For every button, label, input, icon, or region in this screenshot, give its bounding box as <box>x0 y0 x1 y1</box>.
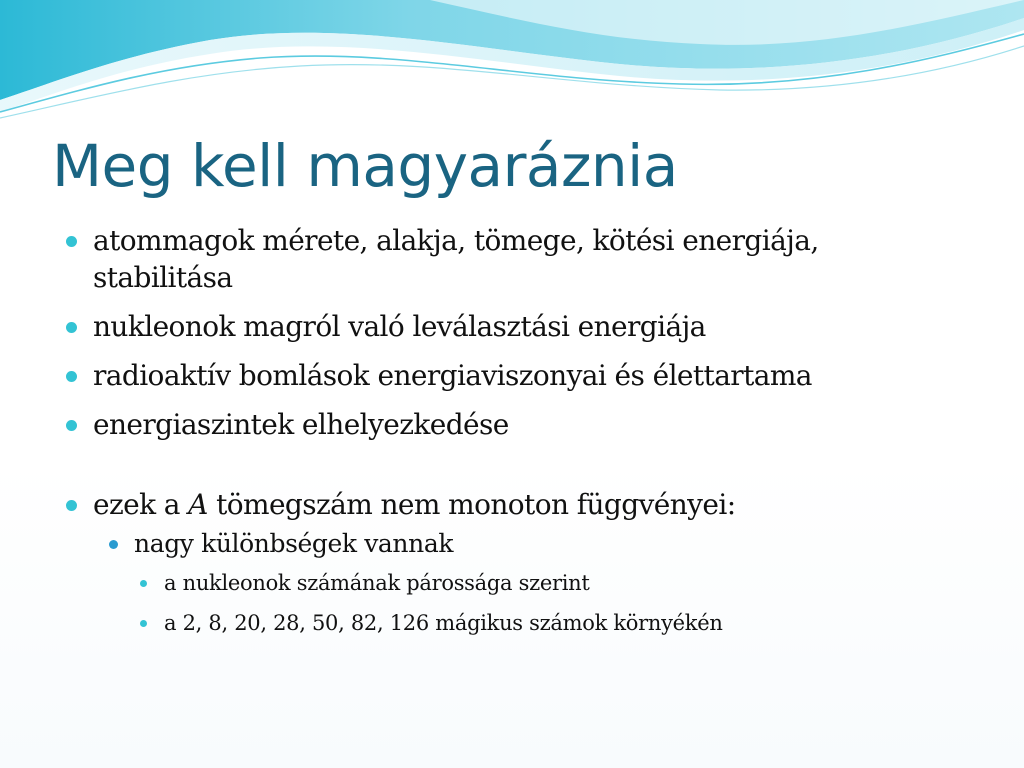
bullet-text-before: ezek a <box>93 488 189 521</box>
bullet-text: energiaszintek elhelyezkedése <box>93 408 509 441</box>
bullet-item <box>60 308 960 345</box>
sub-sub-bullet-dot <box>140 620 147 627</box>
sub-sub-bullet-text: a 2, 8, 20, 28, 50, 82, 126 mágikus számok környékén <box>164 611 723 635</box>
bullet-list <box>60 222 960 648</box>
sub-sub-bullet-text: a nukleonok számának párossága szerint <box>164 571 590 595</box>
sub-sub-bullet-item <box>164 568 960 598</box>
bullet-item <box>60 357 960 394</box>
bullet-dot <box>66 236 77 247</box>
sub-sub-bullet-item <box>164 608 960 638</box>
bullet-text: nukleonok magról való leválasztási energiája <box>93 310 706 343</box>
bullet-text: radioaktív bomlások energiaviszonyai és élettartama <box>93 359 812 392</box>
mass-number-variable: A <box>188 488 208 521</box>
bullet-item <box>60 406 960 443</box>
bullet-text: atommagok mérete, alakja, tömege, kötési energiája, stabilitása <box>93 224 819 294</box>
bullet-dot <box>66 500 77 511</box>
bullet-dot <box>66 420 77 431</box>
sub-bullet-text: nagy különbségek vannak <box>134 529 454 558</box>
bullet-item <box>60 222 960 296</box>
bullet-item-functions <box>60 486 960 523</box>
bullet-text-after: tömegszám nem monoton függvényei: <box>207 488 736 521</box>
slide-title: Meg kell magyaráznia <box>52 132 678 200</box>
wave-header-decoration <box>0 0 1024 130</box>
bullet-dot <box>66 322 77 333</box>
sub-bullet-item <box>134 527 960 560</box>
sub-bullet-dot <box>109 540 118 549</box>
bullet-dot <box>66 371 77 382</box>
sub-sub-bullet-dot <box>140 580 147 587</box>
